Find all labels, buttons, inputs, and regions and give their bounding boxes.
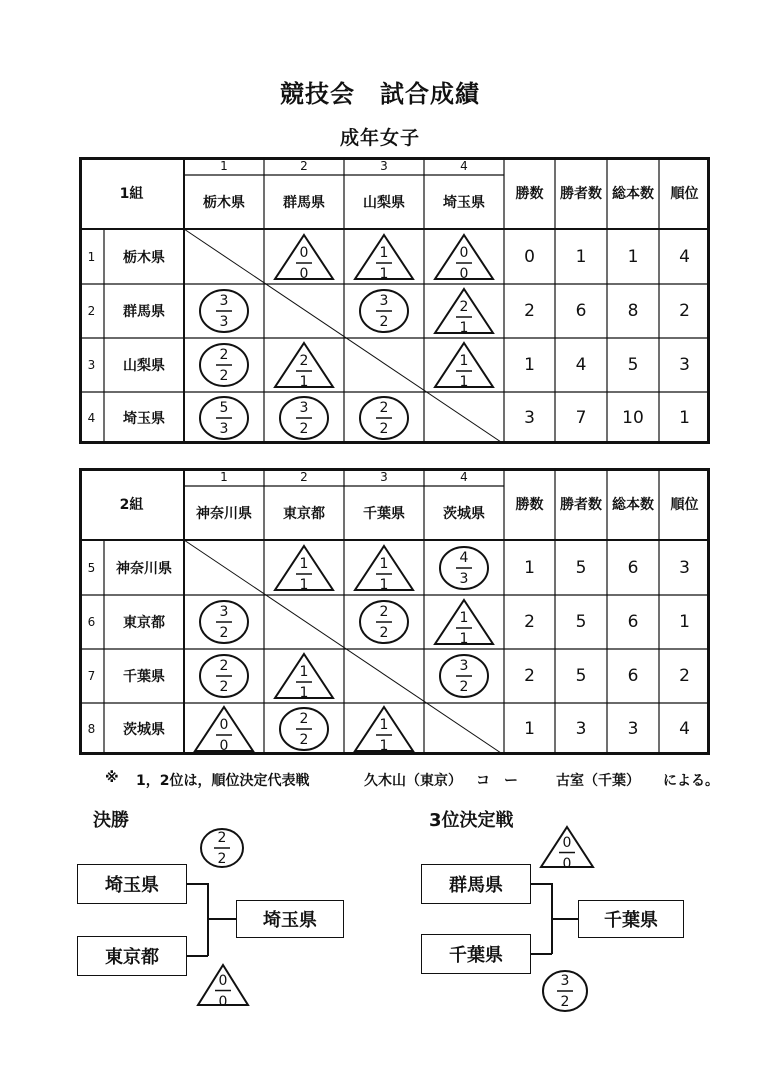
stat-header: 勝者数: [560, 497, 602, 513]
stat-value: 2: [679, 666, 690, 686]
loss-triangle-mark: [352, 232, 416, 282]
score-wins: 2: [459, 299, 469, 315]
score-wins: 2: [219, 658, 229, 674]
win-circle-mark: [198, 599, 250, 645]
loss-triangle-mark: [352, 704, 416, 754]
win-circle-mark: [278, 395, 330, 441]
stat-value: 0: [524, 246, 535, 267]
third-bracket-line: [530, 883, 552, 885]
final-bracket-line: [207, 918, 237, 920]
win-circle-mark: [358, 599, 410, 645]
stat-value: 2: [524, 612, 535, 632]
row-number: 8: [87, 722, 96, 736]
note-player1: 久木山（東京）: [364, 773, 462, 789]
score-wins: 0: [218, 972, 228, 989]
win-circle-mark: [198, 342, 250, 388]
final-bracket-line: [186, 955, 208, 957]
final-bottom-triangle-mark: [195, 962, 251, 1008]
column-number: 2: [300, 159, 308, 173]
stat-header: 総本数: [612, 186, 654, 202]
score-points: 2: [217, 851, 227, 867]
stat-value: 2: [524, 666, 535, 686]
stat-header: 勝者数: [560, 186, 602, 202]
column-number: 3: [380, 159, 388, 173]
stat-value: 5: [627, 355, 639, 375]
score-wins: 1: [459, 353, 469, 369]
loss-triangle-mark: [432, 597, 496, 647]
loss-triangle-mark: [272, 232, 336, 282]
row-team-name: 栃木県: [123, 249, 165, 266]
stat-value: 5: [575, 666, 587, 686]
score-points: 2: [379, 314, 389, 330]
score-points: 3: [219, 421, 229, 437]
column-team-name: 群馬県: [283, 195, 325, 211]
loss-triangle-mark: [432, 232, 496, 282]
score-points: 2: [379, 625, 389, 641]
score-points: 2: [219, 679, 229, 695]
stat-value: 6: [575, 301, 587, 321]
stat-value: 1: [679, 408, 690, 428]
stat-value: 1: [627, 246, 639, 267]
stat-value: 4: [679, 719, 690, 739]
row-team-name: 神奈川県: [116, 560, 172, 577]
group-1-table: [79, 157, 710, 444]
row-number: 5: [87, 560, 96, 575]
column-number: 2: [300, 470, 308, 484]
note-suffix: による。: [663, 773, 719, 789]
stat-value: 6: [627, 557, 639, 578]
loss-triangle-mark: [272, 543, 336, 593]
stat-value: 1: [524, 355, 535, 375]
third-top-team: 群馬県: [421, 864, 531, 904]
score-wins: 3: [299, 400, 309, 416]
score-points: 1: [459, 374, 469, 390]
score-wins: 1: [299, 664, 309, 680]
row-team-name: 東京都: [123, 615, 165, 631]
win-circle-mark: [198, 288, 250, 334]
score-wins: 3: [379, 293, 389, 309]
group-2-table: [79, 468, 710, 755]
score-points: 0: [219, 738, 229, 754]
column-number: 1: [220, 159, 228, 173]
score-points: 2: [299, 421, 309, 437]
score-wins: 1: [379, 717, 389, 733]
final-bracket-line: [186, 883, 208, 885]
note-connector: コ ー: [476, 773, 518, 789]
stat-value: 10: [622, 408, 644, 428]
score-points: 3: [219, 314, 229, 330]
stat-value: 1: [575, 246, 587, 267]
third-place-title: 3位決定戦: [429, 810, 514, 831]
row-team-name: 埼玉県: [123, 411, 165, 427]
score-wins: 2: [299, 711, 309, 727]
third-top-triangle-mark: [538, 824, 596, 870]
stat-header: 勝数: [515, 186, 544, 202]
stat-header: 順位: [670, 186, 699, 202]
score-wins: 3: [459, 658, 469, 674]
row-number: 3: [87, 358, 96, 372]
stat-value: 7: [575, 408, 587, 428]
win-circle-mark: [358, 288, 410, 334]
score-points: 1: [379, 576, 389, 593]
row-number: 6: [87, 615, 96, 629]
stat-value: 3: [524, 408, 535, 428]
loss-triangle-mark: [272, 651, 336, 701]
column-team-name: 千葉県: [363, 506, 405, 522]
final-title: 決勝: [93, 810, 129, 831]
score-wins: 1: [459, 610, 469, 626]
final-bottom-team: 東京都: [77, 936, 187, 976]
score-points: 0: [459, 265, 469, 282]
score-wins: 2: [379, 604, 389, 620]
score-wins: 2: [219, 347, 229, 363]
third-bottom-circle-mark: [541, 969, 589, 1013]
score-points: 2: [299, 732, 309, 748]
column-team-name: 埼玉県: [443, 195, 485, 211]
column-number: 4: [460, 470, 468, 484]
stat-header: 勝数: [515, 497, 544, 513]
score-points: 1: [299, 576, 309, 593]
final-top-team: 埼玉県: [77, 864, 187, 904]
score-wins: 0: [459, 244, 469, 261]
final-winner: 埼玉県: [236, 900, 344, 938]
stat-value: 8: [627, 301, 639, 321]
score-points: 2: [379, 421, 389, 437]
score-points: 2: [560, 994, 570, 1010]
score-points: 0: [218, 993, 228, 1010]
stat-value: 2: [524, 301, 535, 321]
score-wins: 0: [299, 244, 309, 261]
stat-value: 6: [627, 666, 639, 686]
column-number: 3: [380, 470, 388, 484]
win-circle-mark: [438, 653, 490, 699]
group-name: 1組: [119, 186, 144, 202]
page-subtitle: 成年女子: [339, 127, 420, 149]
score-wins: 0: [219, 717, 229, 733]
stat-value: 5: [575, 557, 587, 578]
stat-value: 3: [679, 557, 690, 578]
score-wins: 5: [219, 400, 229, 416]
stat-value: 1: [679, 612, 690, 632]
column-team-name: 茨城県: [443, 506, 485, 522]
row-team-name: 山梨県: [123, 358, 165, 374]
stat-value: 2: [679, 301, 690, 321]
stat-value: 3: [575, 719, 587, 739]
score-points: 2: [459, 679, 469, 695]
score-wins: 1: [379, 244, 389, 261]
final-top-circle-mark: [199, 827, 245, 869]
loss-triangle-mark: [432, 340, 496, 390]
score-points: 1: [379, 265, 389, 282]
win-circle-mark: [358, 395, 410, 441]
win-circle-mark: [438, 545, 490, 591]
score-points: 2: [219, 625, 229, 641]
score-points: 0: [299, 265, 309, 282]
score-wins: 4: [459, 549, 469, 566]
score-points: 2: [219, 368, 229, 384]
score-points: 1: [379, 738, 389, 754]
loss-triangle-mark: [192, 704, 256, 754]
third-winner: 千葉県: [578, 900, 684, 938]
column-team-name: 東京都: [283, 506, 325, 522]
win-circle-mark: [278, 706, 330, 752]
score-wins: 0: [562, 834, 572, 851]
win-circle-mark: [198, 653, 250, 699]
score-wins: 2: [217, 830, 227, 846]
row-number: 2: [87, 304, 96, 318]
stat-value: 5: [575, 612, 587, 632]
score-wins: 1: [379, 555, 389, 572]
column-team-name: 山梨県: [363, 195, 405, 211]
note-player2: 古室（千葉）: [556, 773, 640, 789]
row-number: 4: [87, 411, 96, 425]
third-bottom-team: 千葉県: [421, 934, 531, 974]
score-points: 3: [459, 570, 469, 587]
row-number: 7: [87, 669, 96, 683]
score-points: 1: [459, 631, 469, 647]
final-bracket-line: [207, 883, 209, 956]
stat-header: 総本数: [612, 497, 654, 513]
third-bracket-line: [530, 953, 552, 955]
score-wins: 3: [219, 293, 229, 309]
column-team-name: 栃木県: [203, 195, 245, 211]
score-points: 1: [459, 320, 469, 336]
stat-value: 4: [575, 355, 587, 375]
third-bracket-line: [551, 918, 579, 920]
column-team-name: 神奈川県: [196, 506, 252, 522]
score-wins: 2: [379, 400, 389, 416]
group-name: 2組: [119, 497, 144, 513]
stat-header: 順位: [670, 497, 699, 513]
page-title: 競技会 試合成績: [280, 80, 480, 108]
score-wins: 3: [560, 973, 570, 989]
score-wins: 1: [299, 555, 309, 572]
loss-triangle-mark: [272, 340, 336, 390]
score-wins: 2: [299, 353, 309, 369]
column-number: 4: [460, 159, 468, 173]
stat-value: 1: [524, 719, 535, 739]
stat-value: 3: [627, 719, 639, 739]
score-points: 1: [299, 374, 309, 390]
column-number: 1: [220, 470, 228, 484]
stat-value: 3: [679, 355, 690, 375]
stat-value: 6: [627, 612, 639, 632]
row-number: 1: [87, 249, 96, 264]
stat-value: 4: [679, 246, 690, 267]
score-wins: 3: [219, 604, 229, 620]
loss-triangle-mark: [432, 286, 496, 336]
note-mark: ※: [105, 770, 119, 786]
loss-triangle-mark: [352, 543, 416, 593]
stat-value: 1: [524, 557, 535, 578]
score-points: 1: [299, 685, 309, 701]
row-team-name: 茨城県: [123, 722, 165, 738]
score-points: 0: [562, 855, 572, 872]
row-team-name: 千葉県: [123, 669, 165, 685]
win-circle-mark: [198, 395, 250, 441]
note-text: 1，2位は，順位決定代表戦: [136, 773, 310, 789]
row-team-name: 群馬県: [123, 304, 165, 320]
